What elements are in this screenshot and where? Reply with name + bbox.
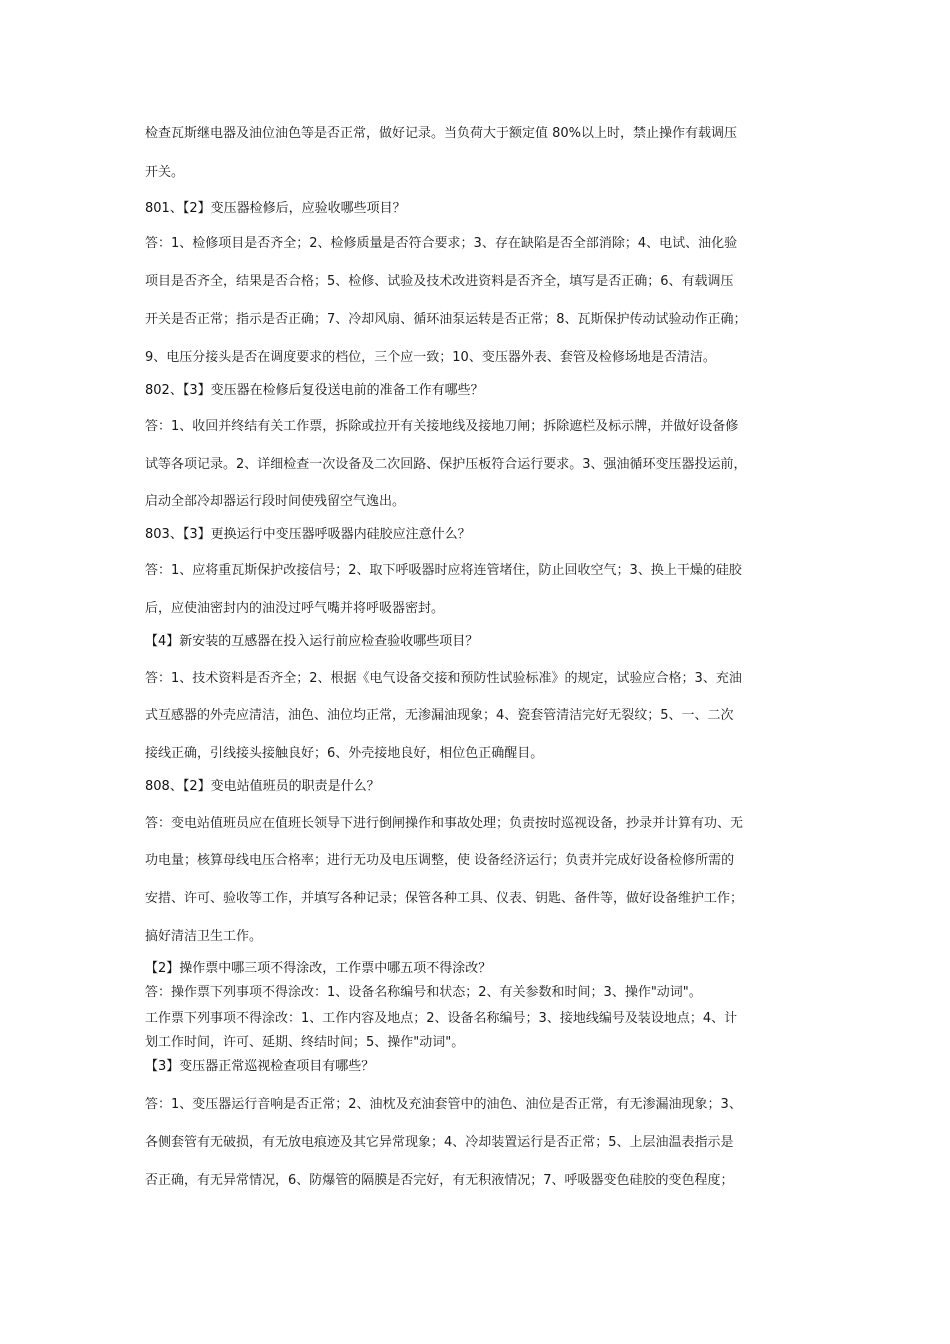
answer-line: 否正确，有无异常情况，6、防爆管的隔膜是否完好，有无积液情况；7、呼吸器变色硅胶的变色程度；	[145, 1173, 734, 1188]
question-heading: 【4】新安装的互感器在投入运行前应检查验收哪些项目？	[145, 634, 479, 649]
question-heading: 801、【2】变压器检修后，应验收哪些项目？	[145, 201, 406, 216]
answer-line: 后，应使油密封内的油没过呼气嘴并将呼吸器密封。	[145, 601, 445, 616]
answer-line: 安措、许可、验收等工作，并填写各种记录；保管各种工具、仪表、钥匙、备件等，做好设备维护工作；	[145, 891, 744, 906]
answer-line: 答：1、技术资料是否齐全；2、根据《电气设备交接和预防性试验标准》的规定，试验应合格；3、充油	[145, 671, 742, 686]
answer-line: 启动全部冷却器运行段时间使残留空气逸出。	[145, 494, 406, 509]
answer-line: 答：操作票下列事项不得涂改：1、设备名称编号和状态；2、有关参数和时间；3、操作"动词"。	[145, 985, 702, 1000]
answer-line: 划工作时间，许可、延期、终结时间；5、操作"动词"。	[145, 1035, 465, 1050]
answer-line: 接线正确，引线接头接触良好；6、外壳接地良好，相位色正确醒目。	[145, 746, 544, 761]
answer-line: 答：1、应将重瓦斯保护改接信号；2、取下呼吸器时应将连管堵住，防止回收空气；3、换上干燥的硅胶	[145, 563, 742, 578]
answer-line: 式互感器的外壳应清洁，油色、油位均正常，无渗漏油现象；4、瓷套管清洁完好无裂纹；5、一、二次	[145, 708, 734, 723]
answer-line: 功电量；核算母线电压合格率；进行无功及电压调整，使 设备经济运行；负责并完成好设备检修所需的	[145, 853, 735, 868]
text-line: 检查瓦斯继电器及油位油色等是否正常，做好记录。当负荷大于额定值 80%以上时，禁止操作有载调压	[145, 126, 738, 141]
answer-line: 答：1、变压器运行音响是否正常；2、油枕及充油套管中的油色、油位是否正常，有无渗漏油现象；3、	[145, 1097, 742, 1112]
answer-line: 答：1、检修项目是否齐全；2、检修质量是否符合要求；3、存在缺陷是否全部消除；4、电试、油化验	[145, 236, 738, 251]
question-heading: 802、【3】变压器在检修后复役送电前的准备工作有哪些？	[145, 383, 484, 398]
question-heading: 803、【3】更换运行中变压器呼吸器内硅胶应注意什么？	[145, 527, 471, 542]
answer-line: 搞好清洁卫生工作。	[145, 929, 263, 944]
answer-line: 工作票下列事项不得涂改：1、工作内容及地点；2、设备名称编号；3、接地线编号及装设地点；4、计	[145, 1011, 738, 1026]
answer-line: 试等各项记录。2、详细检查一次设备及二次回路、保护压板符合运行要求。3、强油循环变压器投运前，	[145, 457, 747, 472]
question-heading: 【3】变压器正常巡视检查项目有哪些？	[145, 1059, 375, 1074]
question-heading: 【2】操作票中哪三项不得涂改，工作票中哪五项不得涂改？	[145, 961, 492, 976]
question-heading: 808、【2】变电站值班员的职责是什么？	[145, 779, 380, 794]
answer-line: 答：变电站值班员应在值班长领导下进行倒闸操作和事故处理；负责按时巡视设备，抄录并计算有功、无	[145, 816, 744, 831]
answer-line: 各侧套管有无破损，有无放电痕迹及其它异常现象；4、冷却装置运行是否正常；5、上层油温表指示是	[145, 1135, 734, 1150]
text-line: 开关。	[145, 165, 185, 180]
answer-line: 答：1、收回并终结有关工作票，拆除或拉开有关接地线及接地刀闸；拆除遮栏及标示牌，并做好设备修	[145, 419, 739, 434]
answer-line: 开关是否正常；指示是否正确；7、冷却风扇、循环油泵运转是否正常；8、瓦斯保护传动试验动作正确；	[145, 312, 747, 327]
answer-line: 项目是否齐全，结果是否合格；5、检修、试验及技术改进资料是否齐全，填写是否正确；6、有载调压	[145, 274, 734, 289]
answer-line: 9、电压分接头是否在调度要求的档位，三个应一致；10、变压器外表、套管及检修场地是否清洁。	[145, 350, 716, 365]
